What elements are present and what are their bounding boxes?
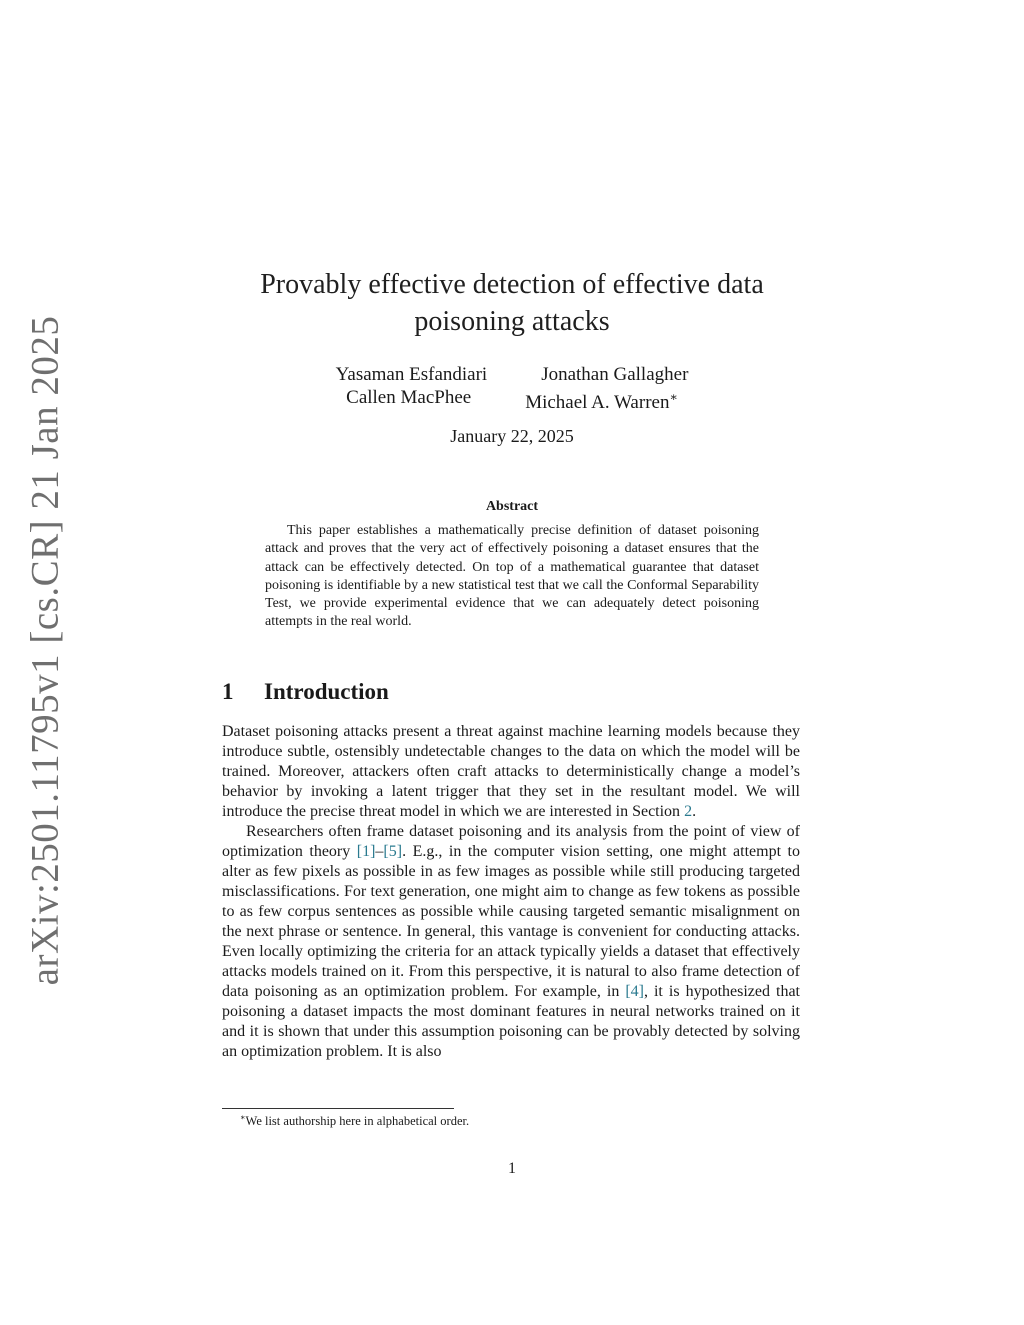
- citation-range-dash: –: [375, 843, 384, 860]
- footnote: [240, 1112, 469, 1129]
- section-heading: [222, 679, 802, 705]
- author-name: Michael A. Warren: [525, 392, 670, 414]
- publication-date: January 22, 2025: [450, 426, 574, 446]
- paper-title-line-2: poisoning attacks: [414, 306, 610, 337]
- paragraph-1-text: Dataset poisoning attacks present a threat against machine learning models because they introduce subtle, ostensibly undetectable changes to the data on which the model will be trained. Moreover, attackers often craft attacks to deterministically change a model’s behavior by invoking a latent trigger that they set in the resultant model. We will introduce the precise threat model in which we are interested in Section: [222, 723, 800, 820]
- author-footnote-mark: ∗: [669, 390, 678, 404]
- paragraph-1: [222, 722, 800, 822]
- citation-link[interactable]: [1]: [356, 843, 376, 860]
- paper-title: [222, 266, 802, 340]
- abstract-heading: Abstract: [485, 499, 539, 514]
- author-list: [222, 363, 802, 414]
- section-reference-link[interactable]: 2: [684, 803, 693, 820]
- arxiv-identifier-stamp: [15, 315, 75, 985]
- author-name: Yasaman Esfandiari: [335, 364, 488, 385]
- section-number: 1: [222, 679, 234, 704]
- author-name: Jonathan Gallagher: [541, 364, 689, 385]
- citation-link[interactable]: [4]: [625, 983, 644, 1000]
- author-row-1: [222, 363, 802, 386]
- paragraph-1-end: .: [692, 803, 697, 820]
- section-title: Introduction: [264, 679, 389, 704]
- paragraph-2-text-a: Researchers often frame dataset poisoning and its analysis from the point of view of optimization theory: [222, 823, 800, 860]
- paper-title-line-1: Provably effective detection of effective data: [260, 269, 764, 300]
- arxiv-identifier-text: arXiv:2501.11795v1 [cs.CR] 21 Jan 2025: [23, 315, 67, 985]
- paragraph-2-text-c: , it is hypothesized that poisoning a dataset impacts the most dominant features in neural networks trained on it and it is shown that under this assumption poisoning can be provably detected by solving an optimization problem. It is also: [222, 983, 800, 1060]
- footnote-text: We list authorship here in alphabetical order.: [245, 1114, 470, 1129]
- author-name-with-mark: [525, 386, 678, 414]
- paragraph-2: [222, 822, 800, 1062]
- author-row-2: [222, 386, 802, 414]
- page-number: 1: [508, 1160, 516, 1177]
- footnote-mark: ∗: [240, 1113, 246, 1122]
- footnote-divider: [222, 1108, 454, 1109]
- citation-link[interactable]: [5]: [383, 843, 403, 860]
- abstract-text: This paper establishes a mathematically precise definition of dataset poisoning attack and proves that the very act of effectively poisoning a dataset ensures that the attack can be effectively detected. On top of a mathematical guarantee that dataset poisoning is identifiable by a new statistical test that we call the Conformal Separability Test, we provide experimental evidence that we can adequately detect poisoning attempts in the real world.: [265, 523, 759, 630]
- introduction-body: [222, 722, 800, 1062]
- paragraph-2-text-b: . E.g., in the computer vision setting, one might attempt to alter as few pixels as possible in as few images as possible while still producing targeted misclassifications. For text generation, one might aim to change as few tokens as possible to as few corpus sentences as possible while causing targeted semantic misalignment on the next phrase or sentence. In general, this vantage is convenient for conducting attacks. Even locally optimizing the criteria for an attack typically yields a dataset that effectively attacks models trained on it. From this perspective, it is natural to also frame detection of data poisoning as an optimization problem. For example, in: [222, 843, 800, 1000]
- author-name: Callen MacPhee: [346, 387, 472, 408]
